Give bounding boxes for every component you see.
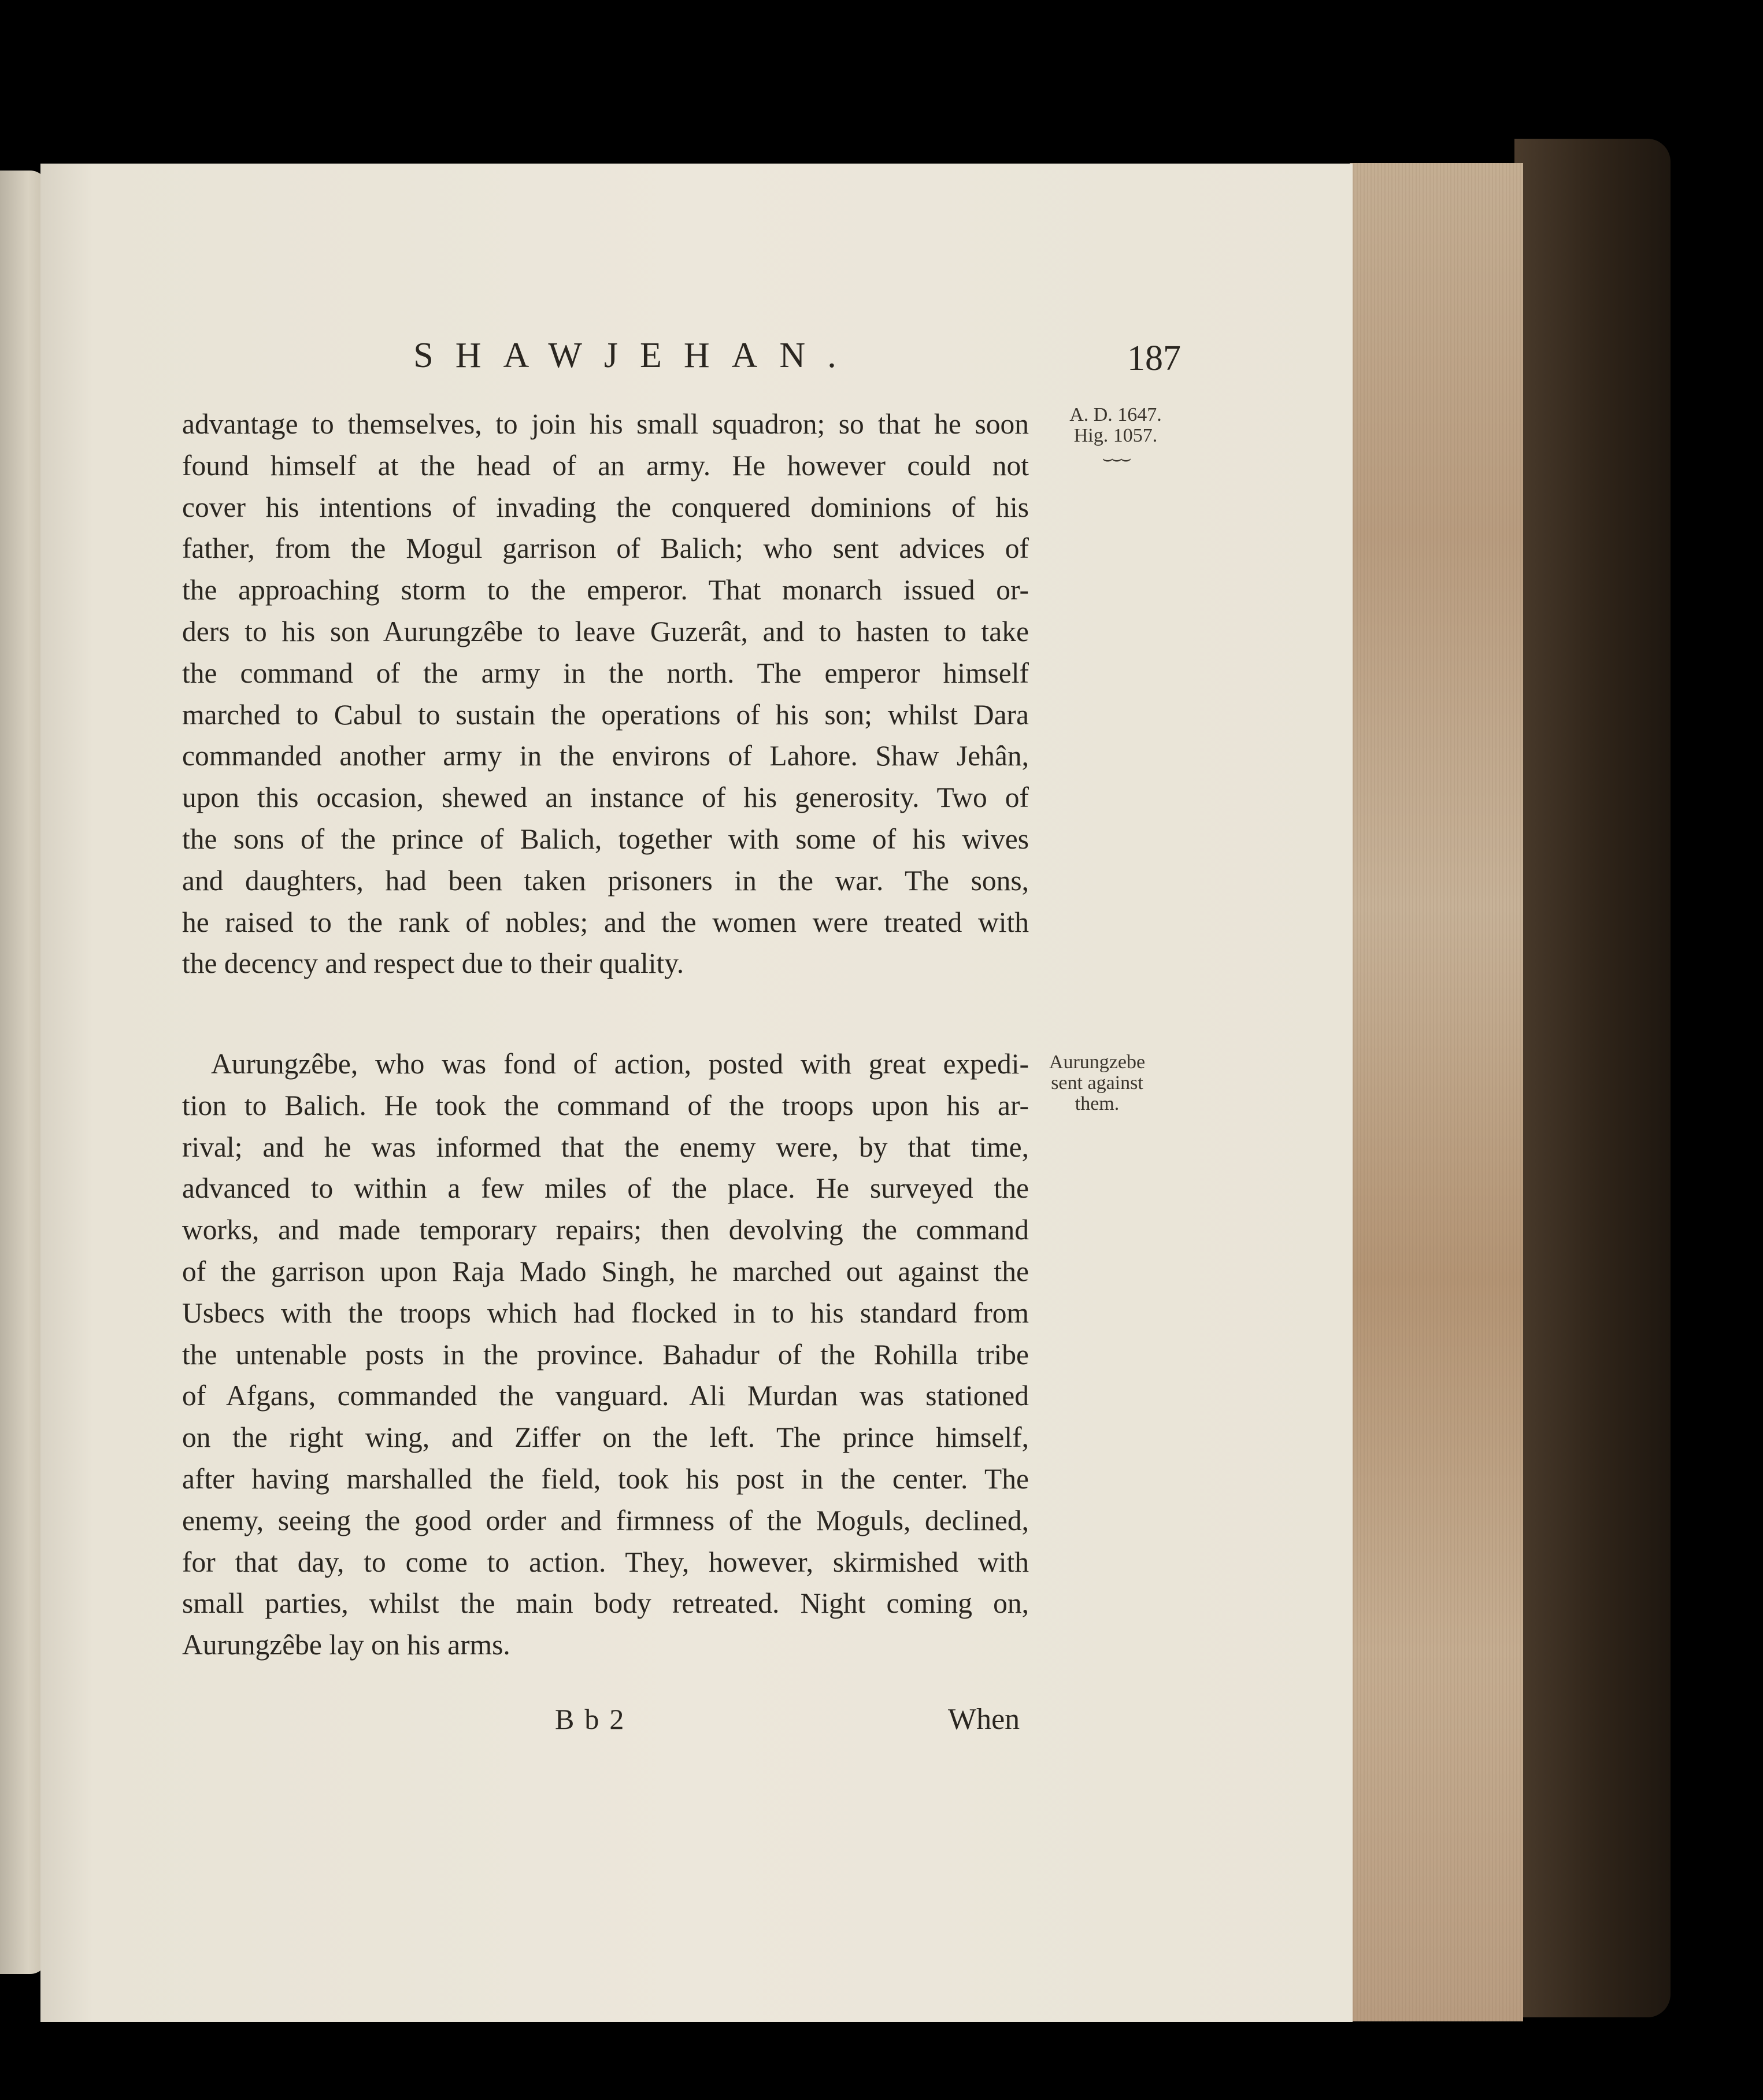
text-line: of Afgans, commanded the vanguard. Ali Murdan was stationed xyxy=(182,1380,1029,1412)
paragraph-1 xyxy=(182,403,1029,984)
signature-mark: Bb2 xyxy=(555,1703,635,1735)
margin-note-line: sent against xyxy=(1051,1072,1143,1094)
text-line: upon this occasion, shewed an instance of his generosity. Two of xyxy=(182,782,1029,814)
text-line: Aurungzêbe lay on his arms. xyxy=(182,1629,510,1661)
paragraph-2 xyxy=(182,1043,1029,1666)
text-line: tion to Balich. He took the command of the troops upon his ar- xyxy=(182,1089,1029,1121)
text-line: advantage to themselves, to join his small squadron; so that he soon xyxy=(182,408,1029,440)
text-line: on the right wing, and Ziffer on the left. The prince himself, xyxy=(182,1421,1029,1454)
text-line: advanced to within a few miles of the place. He surveyed the xyxy=(182,1172,1029,1205)
catchword: When xyxy=(948,1703,1020,1736)
text-line: cover his intentions of invading the conquered dominions of his xyxy=(182,491,1029,523)
text-line: works, and made temporary repairs; then devolving the command xyxy=(182,1214,1029,1246)
margin-note-year-hijra: Hig. 1057. xyxy=(1073,425,1158,446)
text-line: the decency and respect due to their quality. xyxy=(182,947,684,980)
text-line: the sons of the prince of Balich, together with some of his wives xyxy=(182,823,1029,855)
text-line: small parties, whilst the main body retreated. Night coming on, xyxy=(182,1587,1029,1620)
text-line: commanded another army in the environs of Lahore. Shaw Jehân, xyxy=(182,740,1029,772)
margin-note-line: them. xyxy=(1075,1093,1120,1114)
text-line: for that day, to come to action. They, however, skirmished with xyxy=(182,1546,1029,1578)
text-line: Aurungzêbe, who was fond of action, posted with great expedi- xyxy=(211,1048,1029,1080)
page-fore-edge xyxy=(1350,163,1523,2021)
page-number: 187 xyxy=(1127,339,1181,378)
text-line: found himself at the head of an army. He however could not xyxy=(182,449,1029,482)
text-line: of the garrison upon Raja Mado Singh, he marched out against the xyxy=(182,1255,1029,1287)
text-line: and daughters, had been taken prisoners in the war. The sons, xyxy=(182,864,1029,897)
text-line: ders to his son Aurungzêbe to leave Guzerât, and to hasten to take xyxy=(182,615,1029,647)
text-line: the untenable posts in the province. Bahadur of the Rohilla tribe xyxy=(182,1338,1029,1371)
book-cover-edge xyxy=(1514,139,1671,2017)
text-line: enemy, seeing the good order and firmness of the Moguls, declined, xyxy=(182,1504,1029,1536)
margin-note-year-ad: A. D. 1647. xyxy=(1069,404,1162,425)
text-line: father, from the Mogul garrison of Balich; who sent advices of xyxy=(182,532,1029,565)
ornament-brace-icon: ⌣⌣⌣ xyxy=(1102,449,1129,468)
text-line: the approaching storm to the emperor. That monarch issued or- xyxy=(182,574,1029,606)
text-line: marched to Cabul to sustain the operations of his son; whilst Dara xyxy=(182,698,1029,731)
text-line: rival; and he was informed that the enemy were, by that time, xyxy=(182,1131,1029,1163)
margin-note-aurungzebe xyxy=(1028,1052,1166,1114)
text-line: after having marshalled the field, took his post in the center. The xyxy=(182,1462,1029,1495)
margin-note-line: Aurungzebe xyxy=(1049,1051,1146,1073)
running-head: SHAWJEHAN. xyxy=(413,336,858,375)
text-line: Usbecs with the troops which had flocked in to his standard from xyxy=(182,1297,1029,1329)
text-line: the command of the army in the north. The emperor himself xyxy=(182,657,1029,689)
margin-note-date xyxy=(1049,405,1182,469)
text-line: he raised to the rank of nobles; and the women were treated with xyxy=(182,906,1029,938)
